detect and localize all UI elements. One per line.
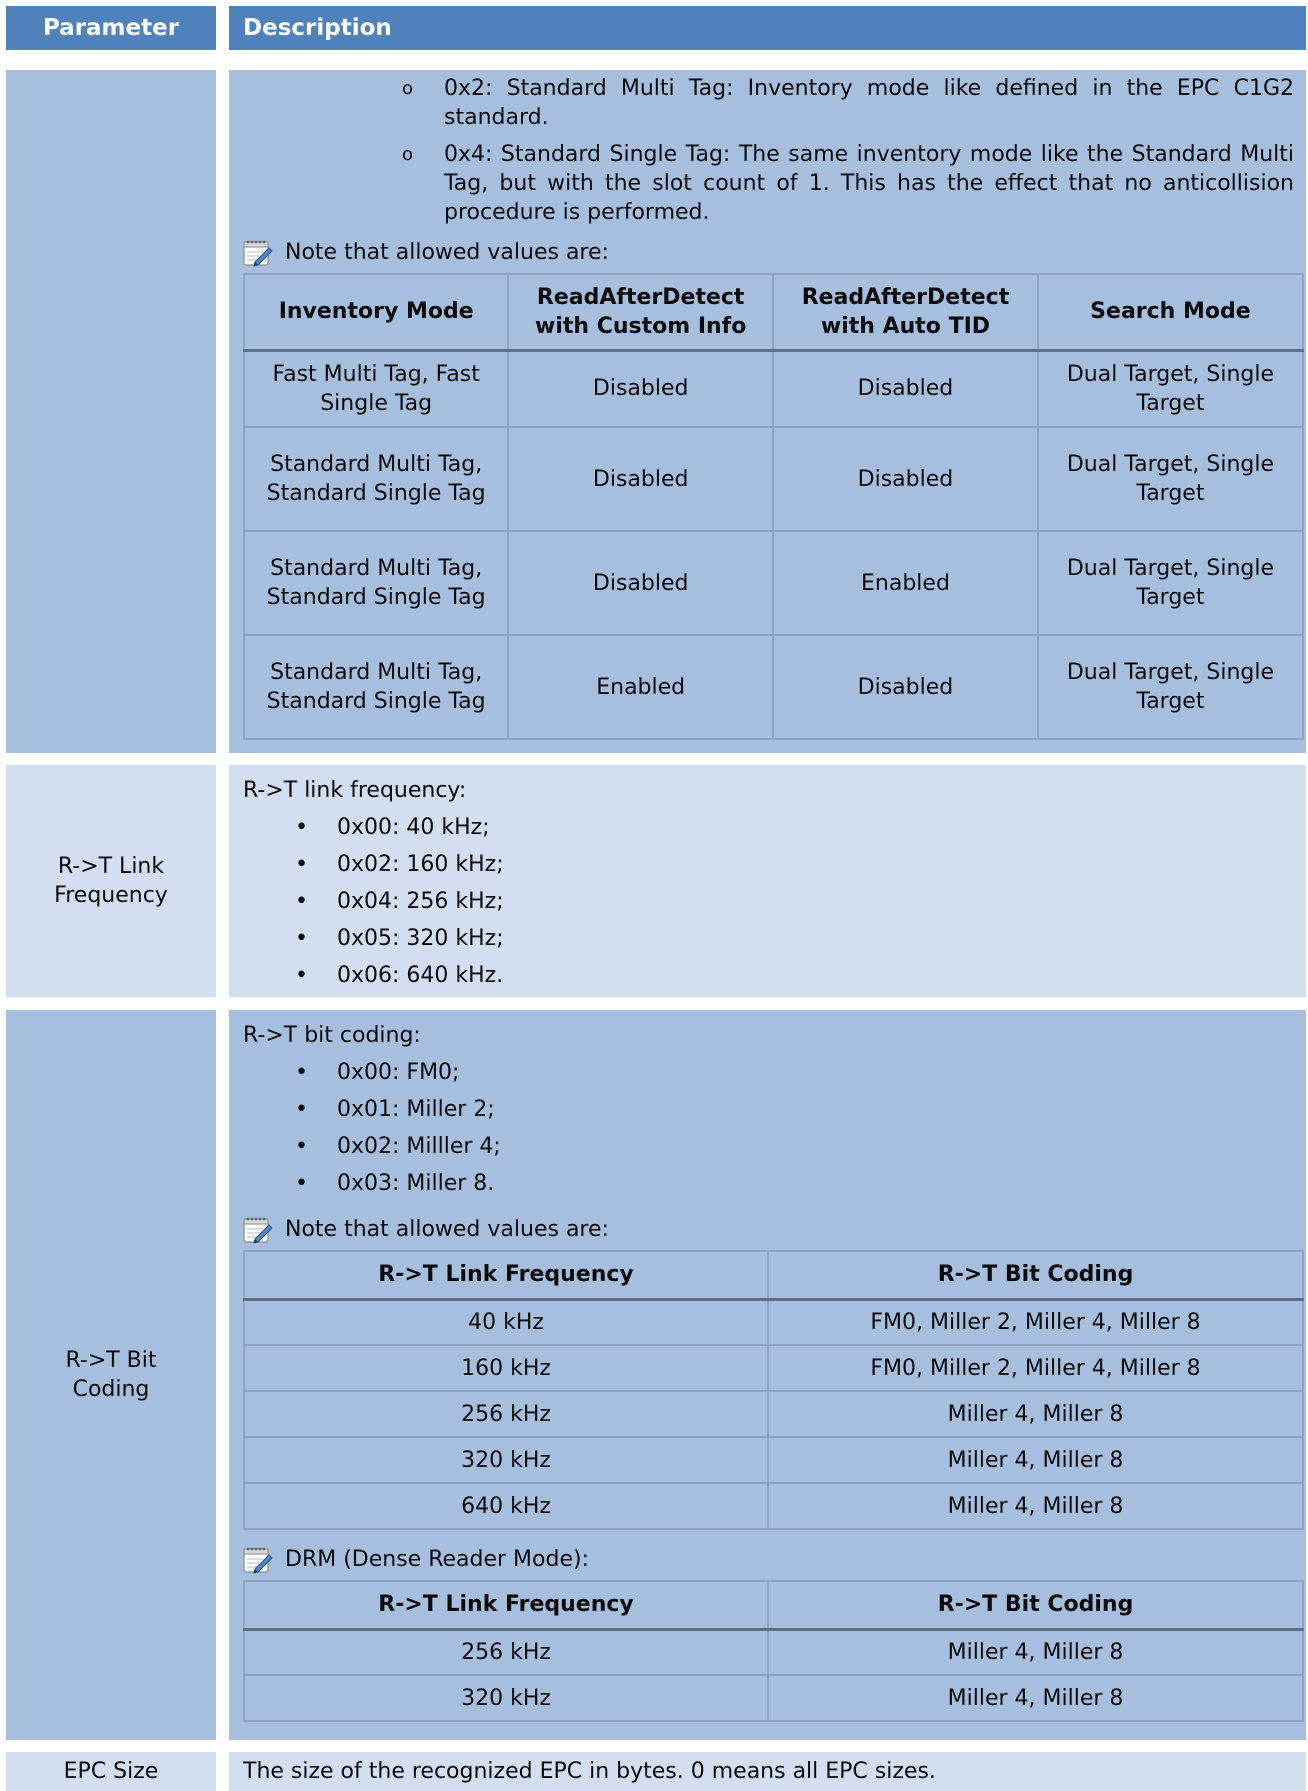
bullet-marker: • [295,1171,308,1196]
table-header: Search Mode [1038,274,1303,350]
table-cell: Dual Target, Single Target [1038,427,1303,531]
table-header: ReadAfterDetect with Custom Info [508,274,773,350]
sub-bullet-item [243,74,1294,132]
table-header: R->T Link Frequency [244,1581,768,1629]
table-cell: Dual Target, Single Target [1038,635,1303,739]
table-row [244,350,1303,427]
list-item-text: 0x00: 40 kHz; [337,815,490,840]
table-cell: Disabled [773,427,1038,531]
desc-cell-inventory [229,70,1306,753]
param-label: R->T Bit Coding [65,1348,157,1402]
table-cell: Disabled [773,635,1038,739]
bullet-marker: • [295,1060,308,1085]
desc-cell-epc-size [229,1752,1306,1791]
list-item-text: 0x04: 256 kHz; [337,889,504,914]
note-pad-pencil-icon [243,238,273,268]
note-pad-pencil-icon [243,1545,273,1575]
note [243,233,1294,273]
desc-text: The size of the recognized EPC in bytes. 0 means all EPC sizes. [243,1759,936,1784]
table-header: Inventory Mode [244,274,508,350]
note-pad-pencil-icon [243,1215,273,1245]
table-cell: Disabled [773,350,1038,427]
bullet-marker: • [295,1134,308,1159]
sub-bullet-marker: o [402,78,414,99]
table-cell: Standard Multi Tag, Standard Single Tag [244,635,508,739]
table-cell: Disabled [508,350,773,427]
bullet-marker: • [295,852,308,877]
sub-bullet-text: 0x2: Standard Multi Tag: Inventory mode like defined in the EPC C1G2 standard. [444,76,1294,130]
table-row [244,1299,1303,1345]
list-item-text: 0x06: 640 kHz. [337,963,504,988]
table-cell: 320 kHz [244,1437,768,1483]
table-cell: Disabled [508,531,773,635]
bullet-marker: • [295,926,308,951]
table-cell: Miller 4, Miller 8 [768,1437,1303,1483]
note-text: Note that allowed values are: [285,1217,609,1242]
column-header-parameter: Parameter [6,6,216,50]
table-cell: Dual Target, Single Target [1038,350,1303,427]
table-row [244,531,1303,635]
bullet-marker: • [295,1097,308,1122]
table-row [244,635,1303,739]
param-label: R->T Link Frequency [54,854,168,908]
list-item-text: 0x00: FM0; [337,1060,460,1085]
table-row [244,1629,1303,1675]
table-cell: 40 kHz [244,1299,768,1345]
table-cell: Miller 4, Miller 8 [768,1629,1303,1675]
drm-table [243,1580,1304,1722]
table-cell: Miller 4, Miller 8 [768,1675,1303,1721]
table-row [244,1345,1303,1391]
note [243,1210,1294,1250]
note [243,1540,1294,1580]
list-item-text: 0x02: 160 kHz; [337,852,504,877]
list-item [243,1091,1294,1128]
table-cell: Miller 4, Miller 8 [768,1391,1303,1437]
list-item-text: 0x02: Milller 4; [337,1134,501,1159]
list-item [243,957,1294,994]
desc-cell-bit-coding [229,1010,1306,1740]
table-header: R->T Bit Coding [768,1251,1303,1299]
desc-cell-link-frequency [229,765,1306,997]
sub-bullet-marker: o [402,144,414,165]
table-row [244,1483,1303,1529]
param-cell-epc-size [6,1752,216,1791]
list-item [243,809,1294,846]
table-row [244,427,1303,531]
table-cell: FM0, Miller 2, Miller 4, Miller 8 [768,1299,1303,1345]
table-header: R->T Link Frequency [244,1251,768,1299]
list-item [243,846,1294,883]
param-cell-bit-coding [6,1010,216,1740]
table-cell: Enabled [508,635,773,739]
inventory-allowed-values-table [243,273,1304,740]
table-row [244,1437,1303,1483]
table-cell: 320 kHz [244,1675,768,1721]
list-item [243,883,1294,920]
table-cell: FM0, Miller 2, Miller 4, Miller 8 [768,1345,1303,1391]
note-text: Note that allowed values are: [285,240,609,265]
table-cell: 256 kHz [244,1391,768,1437]
bullet-marker: • [295,889,308,914]
param-label: EPC Size [63,1759,159,1784]
table-cell: Disabled [508,427,773,531]
table-cell: Fast Multi Tag, Fast Single Tag [244,350,508,427]
param-cell-link-frequency [6,765,216,997]
table-cell: Dual Target, Single Target [1038,531,1303,635]
column-header-description: Description [229,6,1306,50]
list-item-text: 0x01: Miller 2; [337,1097,495,1122]
list-item-text: 0x03: Miller 8. [337,1171,495,1196]
list-item [243,1165,1294,1202]
sub-bullet-text: 0x4: Standard Single Tag: The same inventory mode like the Standard Multi Tag, but with the slot count of 1. This has the effect that no anticollision procedure is performed. [444,142,1294,225]
table-header: ReadAfterDetect with Auto TID [773,274,1038,350]
bullet-marker: • [295,963,308,988]
list-item-text: 0x05: 320 kHz; [337,926,504,951]
table-cell: Miller 4, Miller 8 [768,1483,1303,1529]
bit-coding-allowed-values-table [243,1250,1304,1530]
table-cell: Standard Multi Tag, Standard Single Tag [244,427,508,531]
intro-text: R->T link frequency: [243,778,467,803]
list-item [243,1128,1294,1165]
table-cell: Enabled [773,531,1038,635]
sub-bullet-item [243,140,1294,227]
list-item [243,920,1294,957]
list-item [243,1054,1294,1091]
table-cell: 640 kHz [244,1483,768,1529]
table-cell: 256 kHz [244,1629,768,1675]
table-header: R->T Bit Coding [768,1581,1303,1629]
note-text: DRM (Dense Reader Mode): [285,1547,589,1572]
intro-text: R->T bit coding: [243,1023,421,1048]
table-row [244,1675,1303,1721]
table-row [244,1391,1303,1437]
table-cell: 160 kHz [244,1345,768,1391]
bullet-marker: • [295,815,308,840]
param-cell-inventory [6,70,216,753]
table-cell: Standard Multi Tag, Standard Single Tag [244,531,508,635]
